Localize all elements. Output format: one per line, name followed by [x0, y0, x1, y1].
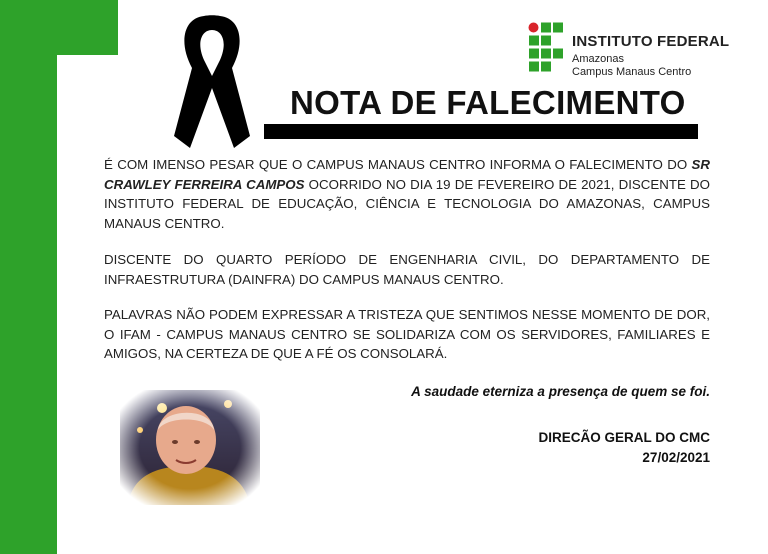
logo-title: INSTITUTO FEDERAL	[572, 33, 730, 50]
deceased-name: SR CRAWLEY FERREIRA CAMPOS	[104, 157, 710, 192]
paragraph-course-info: DISCENTE DO QUARTO PERÍODO DE ENGENHARIA CIVIL, DO DEPARTAMENTO DE INFRAESTRUTURA (DAINFRA) DO CAMPUS MANAUS CENTRO.	[104, 252, 710, 287]
signature-name: DIRECÃO GERAL DO CMC	[538, 430, 710, 445]
logo-subtitle	[572, 53, 691, 79]
announcement-intro: É COM IMENSO PESAR QUE O CAMPUS MANAUS CENTRO INFORMA O FALECIMENTO DO	[104, 157, 692, 172]
logo-subtitle-line1: Amazonas	[572, 53, 624, 65]
paragraph-announcement	[104, 155, 710, 233]
green-frame-top	[0, 0, 118, 55]
logo-subtitle-line2: Campus Manaus Centro	[572, 66, 692, 78]
paragraph-condolences: PALAVRAS NÃO PODEM EXPRESSAR A TRISTEZA QUE SENTIMOS NESSE MOMENTO DE DOR, O IFAM - CAMPUS MANAUS CENTRO SE SOLIDARIZA COM OS SERVIDORES, FAMILIARES E AMIGOS, NA CERTEZA DE QUE A FÉ OS CONSOLARÁ.	[104, 307, 710, 361]
green-frame-left	[0, 55, 57, 554]
ifam-logo-grid-icon	[528, 22, 564, 74]
mourning-ribbon-icon	[170, 12, 254, 152]
title-underline-bar	[264, 124, 698, 139]
memorial-quote: A saudade eterniza a presença de quem se foi.	[411, 384, 710, 399]
page-title: NOTA DE FALECIMENTO	[290, 84, 686, 121]
signature-block	[538, 428, 710, 468]
announcement-rest: OCORRIDO NO DIA 19 DE FEVEREIRO DE 2021, DISCENTE DO INSTITUTO FEDERAL DE EDUCAÇÃO, CIÊNCIA E TECNOLOGIA DO AMAZONAS, CAMPUS MANAUS CENTRO.	[104, 176, 711, 231]
signature-date: 27/02/2021	[642, 450, 710, 465]
ifam-logo	[528, 22, 728, 82]
deceased-photo	[120, 390, 260, 505]
